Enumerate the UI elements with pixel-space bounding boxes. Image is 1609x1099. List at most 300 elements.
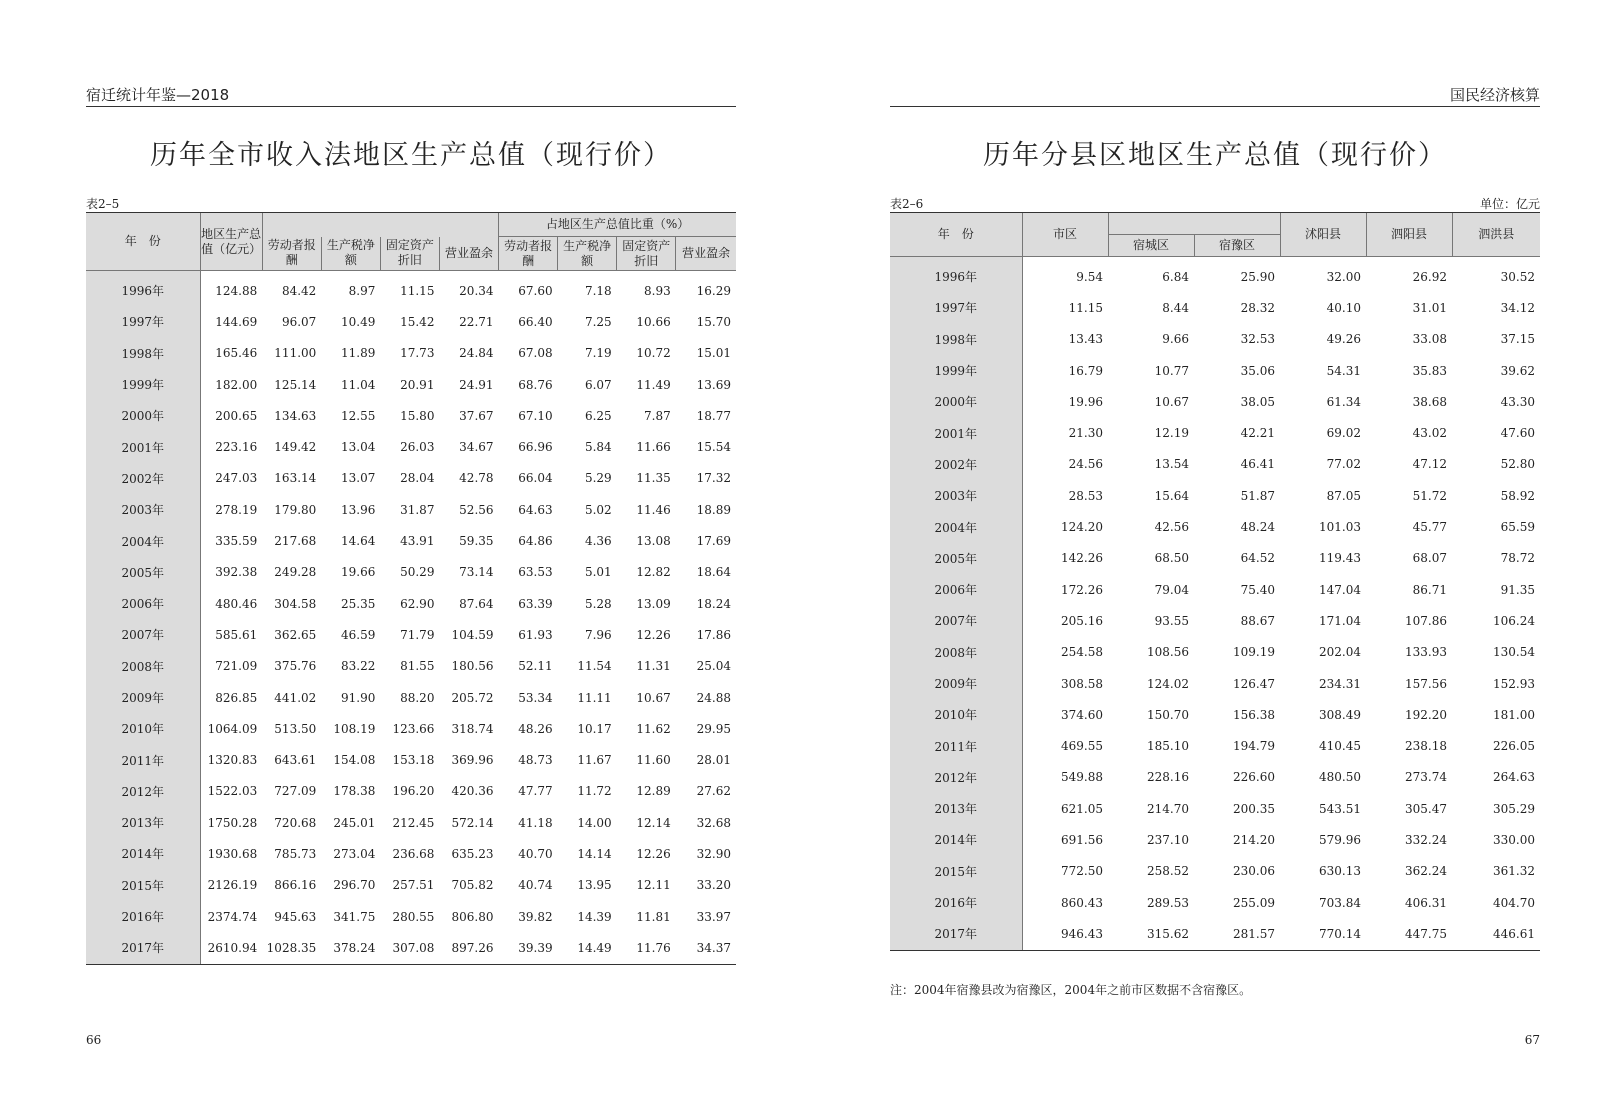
table-cell: 45.77	[1412, 520, 1447, 535]
table-cell: 826.85	[215, 690, 258, 705]
table-cell: 42.78	[459, 471, 494, 486]
table-cell: 11.49	[636, 377, 671, 392]
table-cell: 35.83	[1412, 363, 1447, 378]
table-cell: 12.14	[636, 815, 671, 830]
table-cell: 7.25	[584, 314, 612, 329]
table-cell: 42.21	[1240, 426, 1275, 441]
table-cell: 228.16	[1147, 770, 1189, 785]
row-year: 2001年	[86, 431, 200, 462]
table-cell: 13.69	[696, 377, 731, 392]
table-cell: 15.80	[400, 408, 435, 423]
table-cell: 7.87	[644, 408, 671, 423]
table-cell: 69.02	[1326, 426, 1361, 441]
table-cell: 245.01	[333, 815, 376, 830]
table-cell: 33.97	[696, 909, 731, 924]
table-cell: 378.24	[321, 932, 380, 964]
table-cell: 52.11	[518, 659, 553, 674]
table-cell: 178.38	[333, 784, 376, 799]
table-cell: 720.68	[274, 815, 317, 830]
table-cell: 54.31	[1326, 363, 1361, 378]
table-cell: 234.31	[1319, 676, 1361, 691]
table-row	[86, 932, 736, 964]
table-cell: 79.04	[1154, 582, 1189, 597]
table-cell: 806.80	[451, 909, 494, 924]
table-cell: 39.39	[499, 932, 558, 964]
table-cell: 13.95	[577, 878, 612, 893]
table-cell: 13.43	[1068, 332, 1103, 347]
table-cell: 273.04	[333, 846, 376, 861]
table-row	[86, 369, 736, 400]
running-head-right: 国民经济核算	[890, 84, 1540, 107]
table-cell: 308.58	[1061, 676, 1103, 691]
table-cell: 75.40	[1240, 582, 1275, 597]
table-cell: 727.09	[274, 784, 317, 799]
table-row	[86, 713, 736, 744]
table-cell: 67.08	[518, 346, 553, 361]
table-cell: 108.56	[1147, 645, 1189, 660]
table-cell: 772.50	[1061, 864, 1103, 879]
table-cell: 4.36	[584, 534, 612, 549]
table-cell: 25.90	[1240, 269, 1275, 284]
table-cell: 68.50	[1154, 551, 1189, 566]
table-cell: 410.45	[1319, 739, 1361, 754]
row-year: 2007年	[86, 619, 200, 650]
table-cell: 11.67	[577, 753, 612, 768]
table-cell: 11.31	[636, 659, 671, 674]
table-cell: 66.04	[518, 471, 553, 486]
table-cell: 254.58	[1061, 645, 1103, 660]
table-cell: 446.61	[1452, 918, 1540, 950]
table-cell: 179.80	[274, 502, 317, 517]
table-row	[890, 355, 1540, 386]
table-cell: 257.51	[392, 878, 435, 893]
row-year: 2005年	[86, 557, 200, 588]
table-cell: 17.86	[696, 627, 731, 642]
col-net-tax: 生产税净额	[321, 237, 380, 271]
table-cell: 32.00	[1326, 269, 1361, 284]
table-cell: 24.84	[459, 346, 494, 361]
table-cell: 691.56	[1061, 832, 1103, 847]
col-net-tax-share: 生产税净额	[558, 237, 617, 271]
table-cell: 42.56	[1154, 520, 1189, 535]
table-cell: 13.04	[341, 440, 376, 455]
table-row	[890, 605, 1540, 636]
left-page	[86, 0, 736, 1099]
table-cell: 33.08	[1412, 332, 1447, 347]
table-cell: 420.36	[451, 784, 494, 799]
table-cell: 480.50	[1319, 770, 1361, 785]
table-cell: 12.26	[636, 627, 671, 642]
table-cell: 247.03	[215, 471, 258, 486]
table-cell: 14.39	[577, 909, 612, 924]
row-year: 2012年	[86, 776, 200, 807]
table-cell: 205.72	[451, 690, 494, 705]
table-cell: 643.61	[274, 753, 317, 768]
row-year: 2015年	[86, 870, 200, 901]
table-cell: 194.79	[1233, 739, 1275, 754]
row-year: 2017年	[86, 932, 200, 964]
table-cell: 150.70	[1147, 707, 1189, 722]
table-row	[890, 511, 1540, 542]
table-cell: 1028.35	[262, 932, 321, 964]
row-year: 1998年	[890, 324, 1022, 355]
table-cell: 61.34	[1326, 394, 1361, 409]
table-cell: 296.70	[333, 878, 376, 893]
table-cell: 30.52	[1500, 269, 1535, 284]
table-cell: 8.44	[1162, 300, 1189, 315]
table-cell: 65.59	[1500, 520, 1535, 535]
table-cell: 18.64	[696, 565, 731, 580]
table-cell: 362.24	[1405, 864, 1447, 879]
row-year: 2001年	[890, 417, 1022, 448]
table-cell: 51.87	[1240, 488, 1275, 503]
table-cell: 87.05	[1326, 488, 1361, 503]
table-row	[86, 619, 736, 650]
table-row	[890, 637, 1540, 668]
table-cell: 11.11	[577, 690, 612, 705]
row-year: 2016年	[890, 887, 1022, 918]
table-cell: 469.55	[1061, 739, 1103, 754]
table-row	[86, 306, 736, 337]
table-cell: 946.43	[1022, 918, 1108, 950]
row-year: 1996年	[890, 257, 1022, 293]
row-year: 2003年	[890, 480, 1022, 511]
table-cell: 154.08	[333, 753, 376, 768]
table-cell: 11.46	[636, 502, 671, 517]
table-row	[890, 543, 1540, 574]
col-operating-surplus-share: 营业盈余	[676, 237, 736, 271]
row-year: 2002年	[890, 449, 1022, 480]
row-year: 2014年	[86, 838, 200, 869]
col-shuyang: 沭阳县	[1280, 213, 1366, 257]
table-cell: 52.56	[459, 502, 494, 517]
table-cell: 73.14	[459, 565, 494, 580]
table-row	[86, 588, 736, 619]
table-cell: 149.42	[274, 440, 317, 455]
table-cell: 106.24	[1493, 613, 1535, 628]
table-cell: 62.90	[400, 596, 435, 611]
table-cell: 152.93	[1493, 676, 1535, 691]
table-cell: 21.30	[1068, 426, 1103, 441]
table-cell: 59.35	[459, 534, 494, 549]
table-cell: 447.75	[1366, 918, 1452, 950]
table-cell: 513.50	[274, 721, 317, 736]
table-cell: 5.02	[584, 502, 612, 517]
table-cell: 369.96	[451, 753, 494, 768]
table-cell: 83.22	[341, 659, 376, 674]
row-year: 2003年	[86, 494, 200, 525]
row-year: 2011年	[86, 744, 200, 775]
table-cell: 144.69	[215, 314, 258, 329]
table-cell: 39.62	[1500, 363, 1535, 378]
table-cell: 43.30	[1500, 394, 1535, 409]
table-cell: 32.90	[696, 846, 731, 861]
table-row	[890, 574, 1540, 605]
county-gdp-table	[890, 212, 1540, 951]
table-cell: 11.81	[636, 909, 671, 924]
table-cell: 40.10	[1326, 300, 1361, 315]
table-cell: 28.32	[1240, 300, 1275, 315]
table-row	[890, 480, 1540, 511]
table-row	[86, 682, 736, 713]
table-cell: 124.88	[215, 283, 258, 298]
table-cell: 214.20	[1233, 832, 1275, 847]
table-cell: 47.12	[1412, 457, 1447, 472]
table-cell: 1320.83	[207, 753, 258, 768]
table-label-2-6: 表2–6	[890, 197, 924, 211]
table-cell: 163.14	[274, 471, 317, 486]
table-cell: 10.66	[636, 314, 671, 329]
year-header: 年 份	[86, 213, 200, 271]
table-cell: 362.65	[274, 627, 317, 642]
table-cell: 307.08	[380, 932, 439, 964]
table-title-2-5: 历年全市收入法地区生产总值（现行价）	[150, 140, 672, 171]
table-cell: 133.93	[1405, 645, 1447, 660]
table-cell: 13.07	[341, 471, 376, 486]
table-cell: 480.46	[215, 596, 258, 611]
table-cell: 24.56	[1068, 457, 1103, 472]
table-cell: 341.75	[333, 909, 376, 924]
table-cell: 185.10	[1147, 739, 1189, 754]
table-cell: 156.38	[1233, 707, 1275, 722]
col-labor-pay-share: 劳动者报酬	[499, 237, 558, 271]
table-cell: 134.63	[274, 408, 317, 423]
table-cell: 142.26	[1061, 551, 1103, 566]
table-cell: 34.67	[459, 440, 494, 455]
table-cell: 157.56	[1405, 676, 1447, 691]
table-cell: 332.24	[1405, 832, 1447, 847]
table-cell: 14.14	[577, 846, 612, 861]
table-cell: 1522.03	[207, 784, 258, 799]
col-siyang: 泗阳县	[1366, 213, 1452, 257]
table-cell: 10.67	[636, 690, 671, 705]
table-row	[890, 386, 1540, 417]
table-row	[890, 762, 1540, 793]
table-cell: 87.64	[459, 596, 494, 611]
table-cell: 51.72	[1412, 488, 1447, 503]
table-cell: 205.16	[1061, 613, 1103, 628]
table-cell: 93.55	[1154, 613, 1189, 628]
table-cell: 19.66	[341, 565, 376, 580]
row-year: 2008年	[86, 651, 200, 682]
table-cell: 630.13	[1319, 864, 1361, 879]
row-year: 2006年	[890, 574, 1022, 605]
table-cell: 101.03	[1319, 520, 1361, 535]
table-cell: 40.74	[518, 878, 553, 893]
table-cell: 12.19	[1154, 426, 1189, 441]
table-cell: 289.53	[1147, 895, 1189, 910]
table-cell: 10.67	[1154, 394, 1189, 409]
row-year: 2009年	[86, 682, 200, 713]
table-cell: 172.26	[1061, 582, 1103, 597]
table-cell: 217.68	[274, 534, 317, 549]
right-page	[890, 0, 1540, 1099]
page-number-right: 67	[1524, 1033, 1540, 1047]
table-row	[890, 824, 1540, 855]
table-cell: 236.68	[392, 846, 435, 861]
table-cell: 572.14	[451, 815, 494, 830]
col-labor-pay: 劳动者报酬	[262, 237, 321, 271]
table-cell: 91.35	[1500, 582, 1535, 597]
table-cell: 5.01	[584, 565, 612, 580]
table-cell: 897.26	[439, 932, 498, 964]
table-cell: 264.63	[1493, 770, 1535, 785]
table-row	[890, 449, 1540, 480]
table-cell: 25.04	[696, 659, 731, 674]
share-group-header: 占地区生产总值比重（%）	[499, 213, 736, 237]
table-cell: 78.72	[1500, 551, 1535, 566]
table-cell: 20.34	[459, 283, 494, 298]
table-cell: 64.63	[518, 502, 553, 517]
table-cell: 1064.09	[207, 721, 258, 736]
table-cell: 28.53	[1068, 488, 1103, 503]
table-cell: 196.20	[392, 784, 435, 799]
table-cell: 392.38	[215, 565, 258, 580]
table-cell: 26.03	[400, 440, 435, 455]
table-cell: 37.15	[1500, 332, 1535, 347]
table-cell: 273.74	[1405, 770, 1447, 785]
table-note: 注：2004年宿豫县改为宿豫区，2004年之前市区数据不含宿豫区。	[890, 983, 1252, 997]
row-year: 2014年	[890, 824, 1022, 855]
table-cell: 46.59	[341, 627, 376, 642]
table-cell: 9.54	[1076, 269, 1103, 284]
table-cell: 63.53	[518, 565, 553, 580]
income-gdp-table	[86, 212, 736, 965]
table-cell: 17.69	[696, 534, 731, 549]
table-cell: 46.41	[1240, 457, 1275, 472]
table-cell: 16.29	[696, 283, 731, 298]
row-year: 2009年	[890, 668, 1022, 699]
table-cell: 11.76	[617, 932, 676, 964]
table-row	[890, 887, 1540, 918]
table-cell: 24.88	[696, 690, 731, 705]
table-cell: 63.39	[518, 596, 553, 611]
table-cell: 5.84	[584, 440, 612, 455]
table-cell: 14.49	[558, 932, 617, 964]
table-cell: 308.49	[1319, 707, 1361, 722]
row-year: 1996年	[86, 271, 200, 307]
table-cell: 258.52	[1147, 864, 1189, 879]
table-cell: 91.90	[341, 690, 376, 705]
table-cell: 67.10	[518, 408, 553, 423]
col-operating-surplus: 营业盈余	[439, 237, 498, 271]
table-cell: 147.04	[1319, 582, 1361, 597]
table-cell: 5.28	[584, 596, 612, 611]
table-cell: 64.86	[518, 534, 553, 549]
table-cell: 52.80	[1500, 457, 1535, 472]
table-cell: 180.56	[451, 659, 494, 674]
table-cell: 374.60	[1061, 707, 1103, 722]
table-cell: 543.51	[1319, 801, 1361, 816]
table-cell: 37.67	[459, 408, 494, 423]
table-cell: 785.73	[274, 846, 317, 861]
row-year: 1999年	[890, 355, 1022, 386]
table-cell: 212.45	[392, 815, 435, 830]
table-cell: 39.82	[518, 909, 553, 924]
table-cell: 181.00	[1493, 707, 1535, 722]
table-cell: 318.74	[451, 721, 494, 736]
table-cell: 304.58	[274, 596, 317, 611]
table-cell: 67.60	[518, 283, 553, 298]
table-cell: 18.77	[696, 408, 731, 423]
table-cell: 13.09	[636, 596, 671, 611]
table-cell: 11.15	[400, 283, 435, 298]
row-year: 1998年	[86, 338, 200, 369]
table-cell: 107.86	[1405, 613, 1447, 628]
table-cell: 705.82	[451, 878, 494, 893]
table-cell: 124.20	[1061, 520, 1103, 535]
table-cell: 88.67	[1240, 613, 1275, 628]
table-cell: 11.35	[636, 471, 671, 486]
table-cell: 10.17	[577, 721, 612, 736]
table-cell: 182.00	[215, 377, 258, 392]
table-cell: 635.23	[451, 846, 494, 861]
table-cell: 32.53	[1240, 332, 1275, 347]
running-head-left: 宿迁统计年鉴—2018	[86, 84, 736, 107]
table-cell: 721.09	[215, 659, 258, 674]
table-cell: 68.07	[1412, 551, 1447, 566]
table-cell: 32.68	[696, 815, 731, 830]
table-cell: 305.47	[1405, 801, 1447, 816]
table-cell: 2610.94	[200, 932, 262, 964]
table-cell: 5.29	[584, 471, 612, 486]
table-cell: 153.18	[392, 753, 435, 768]
table-cell: 330.00	[1493, 832, 1535, 847]
unit-label: 单位：亿元	[1479, 197, 1540, 211]
table-cell: 238.18	[1405, 739, 1447, 754]
table-row	[86, 651, 736, 682]
table-cell: 200.35	[1233, 801, 1275, 816]
table-title-2-6: 历年分县区地区生产总值（现行价）	[983, 140, 1447, 171]
table-cell: 441.02	[274, 690, 317, 705]
table-row	[86, 870, 736, 901]
table-cell: 281.57	[1194, 918, 1280, 950]
table-cell: 86.71	[1412, 582, 1447, 597]
table-cell: 22.71	[459, 314, 494, 329]
row-year: 2004年	[86, 525, 200, 556]
table-cell: 130.54	[1493, 645, 1535, 660]
table-cell: 34.12	[1500, 300, 1535, 315]
table-cell: 214.70	[1147, 801, 1189, 816]
row-year: 2004年	[890, 511, 1022, 542]
table-row	[890, 292, 1540, 323]
table-cell: 192.20	[1405, 707, 1447, 722]
table-cell: 860.43	[1061, 895, 1103, 910]
table-cell: 945.63	[274, 909, 317, 924]
table-cell: 10.72	[636, 346, 671, 361]
row-year: 2015年	[890, 856, 1022, 887]
table-cell: 61.93	[518, 627, 553, 642]
table-cell: 50.29	[400, 565, 435, 580]
table-row	[890, 257, 1540, 293]
table-cell: 125.14	[274, 377, 317, 392]
row-year: 2010年	[86, 713, 200, 744]
table-cell: 47.60	[1500, 426, 1535, 441]
table-cell: 361.32	[1493, 864, 1535, 879]
table-cell: 33.20	[696, 878, 731, 893]
row-year: 1999年	[86, 369, 200, 400]
table-cell: 126.47	[1233, 676, 1275, 691]
col-city: 市区	[1022, 213, 1108, 257]
table-cell: 88.20	[400, 690, 435, 705]
table-cell: 20.91	[400, 377, 435, 392]
table-cell: 11.15	[1068, 300, 1103, 315]
table-row	[890, 918, 1540, 950]
table-cell: 280.55	[392, 909, 435, 924]
table-cell: 119.43	[1319, 551, 1361, 566]
table-cell: 49.26	[1326, 332, 1361, 347]
table-cell: 124.02	[1147, 676, 1189, 691]
